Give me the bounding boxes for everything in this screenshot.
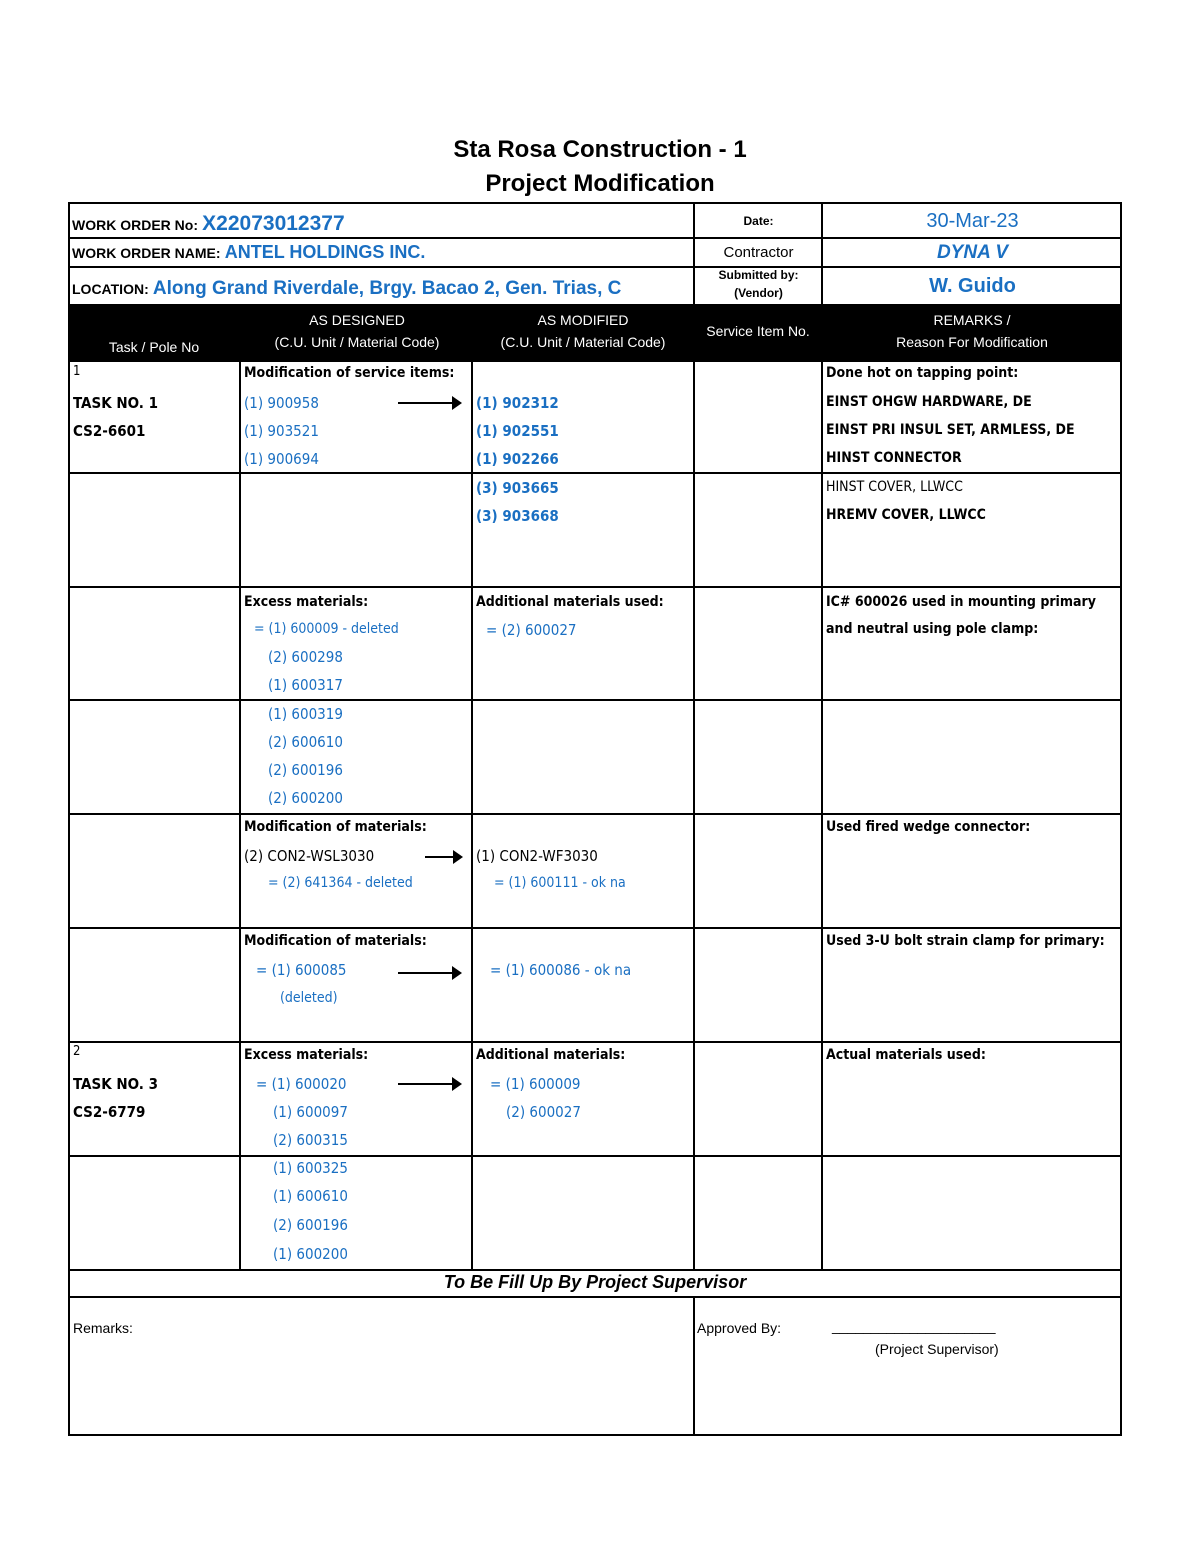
designed-item: (2) 600298 [268,648,343,666]
designed-heading: Modification of materials: [244,933,427,949]
column-header-bar [68,304,1122,362]
work-order-name-value: ANTEL HOLDINGS INC. [224,242,426,262]
designed-item: = (1) 600020 [256,1075,347,1093]
location-label: LOCATION: [72,281,149,297]
remarks-label: Remarks: [73,1320,133,1336]
remarks-line: HREMV COVER, LLWCC [826,507,986,523]
modified-code: = (1) 600086 - ok na [490,961,632,979]
designed-heading: Excess materials: [244,594,369,610]
divider [68,1269,1122,1271]
designed-item: (2) 600196 [273,1216,348,1234]
document-title: Sta Rosa Construction - 1 [453,136,747,163]
remarks-line: IC# 600026 used in mounting primary [826,594,1096,610]
designed-code: = (1) 600085 [256,961,347,979]
remarks-heading: Used fired wedge connector: [826,819,1031,835]
col-service: Service Item No. [706,323,810,339]
designed-note: (deleted) [280,990,338,1006]
divider [239,362,241,1270]
task-number: 1 [73,364,81,379]
modified-code: (1) CON2-WF3030 [476,847,598,865]
date-label: Date: [743,214,774,228]
divider [68,586,1122,588]
col-remarks-sub: Reason For Modification [896,334,1048,350]
designed-item: (1) 600325 [273,1159,348,1177]
arrow-right-icon [398,1083,460,1085]
modified-heading: Additional materials used: [476,594,664,610]
remarks-heading: Actual materials used: [826,1047,986,1063]
divider [68,699,1122,701]
date-value: 30-Mar-23 [926,210,1019,232]
divider [68,1041,1122,1043]
signature-line: _____________________ [832,1318,996,1334]
work-order-no-label: WORK ORDER No: [72,217,198,233]
arrow-right-icon [398,402,460,404]
divider [68,472,1122,474]
modified-item: (2) 600027 [506,1103,581,1121]
work-order-no-field [72,212,345,236]
modified-item: (3) 903668 [476,507,559,525]
designed-item: (1) 600097 [273,1103,348,1121]
supervisor-banner: To Be Fill Up By Project Supervisor [443,1272,747,1292]
col-designed-title: AS DESIGNED [309,312,405,328]
designed-item: (1) 900958 [244,394,319,412]
contractor-value: DYNA V [936,242,1009,263]
task-name: TASK NO. 1 [73,394,159,412]
designed-item: (2) 600200 [268,789,343,807]
divider [821,362,823,1270]
designed-item: (1) 600319 [268,705,343,723]
work-order-name-label: WORK ORDER NAME: [72,245,221,261]
col-modified-title: AS MODIFIED [537,312,629,328]
designed-heading: Modification of service items: [244,365,455,381]
divider [68,1155,1122,1157]
remarks-heading: Done hot on tapping point: [826,365,1019,381]
divider [68,266,1122,268]
modified-item: = (2) 600027 [486,621,577,639]
col-task: Task / Pole No [108,339,200,355]
modified-item: (1) 902266 [476,450,559,468]
arrow-right-icon [398,972,460,974]
designed-heading: Modification of materials: [244,819,427,835]
task-pole: CS2-6779 [73,1103,146,1121]
col-modified-sub: (C.U. Unit / Material Code) [500,334,666,350]
divider [471,362,473,1270]
remarks-line: EINST PRI INSUL SET, ARMLESS, DE [826,422,1075,438]
modified-item: = (1) 600009 [490,1075,581,1093]
location-field [72,278,690,300]
project-supervisor-caption: (Project Supervisor) [875,1341,999,1357]
submitted-by-label-1: Submitted by: [718,268,799,282]
submitted-by-value: W. Guido [929,275,1016,297]
designed-item: = (1) 600009 - deleted [254,621,399,637]
col-designed-sub: (C.U. Unit / Material Code) [274,334,440,350]
submitted-by-label-2: (Vendor) [734,286,783,300]
modified-item: (3) 903665 [476,479,559,497]
remarks-line: HINST COVER, LLWCC [826,479,963,495]
divider [693,362,695,1270]
modified-heading: Additional materials: [476,1047,626,1063]
task-name: TASK NO. 3 [73,1075,159,1093]
designed-item: (1) 903521 [244,422,319,440]
divider [68,237,1122,239]
work-order-name-field [72,242,425,263]
designed-item: (1) 600317 [268,676,343,694]
divider [68,813,1122,815]
remarks-heading: Used 3-U bolt strain clamp for primary: [826,933,1105,949]
modified-item: (1) 902551 [476,422,559,440]
task-number: 2 [73,1044,81,1059]
location-value: Along Grand Riverdale, Brgy. Bacao 2, Gen. Trias, C [152,278,622,299]
remarks-line: and neutral using pole clamp: [826,621,1039,637]
designed-heading: Excess materials: [244,1047,369,1063]
divider [693,202,695,304]
arrow-right-icon [425,856,461,858]
document-subtitle: Project Modification [485,170,715,197]
divider [693,1296,695,1436]
divider [68,1296,1122,1298]
designed-item: (1) 600610 [273,1187,348,1205]
modification-form [68,202,1122,1436]
work-order-no-value: X22073012377 [202,212,345,235]
designed-item: (2) 600196 [268,761,343,779]
remarks-line: HINST CONNECTOR [826,450,962,466]
designed-item: (2) 600610 [268,733,343,751]
divider [68,927,1122,929]
modified-note: = (1) 600111 - ok na [494,875,626,891]
designed-item: (2) 600315 [273,1131,348,1149]
designed-item: (1) 900694 [244,450,319,468]
modified-item: (1) 902312 [476,394,559,412]
task-pole: CS2-6601 [73,422,146,440]
remarks-line: EINST OHGW HARDWARE, DE [826,394,1032,410]
approved-by-label: Approved By: [697,1320,782,1336]
contractor-label: Contractor [723,244,794,261]
designed-code: (2) CON2-WSL3030 [244,847,375,865]
designed-note: = (2) 641364 - deleted [268,875,413,891]
designed-item: (1) 600200 [273,1245,348,1263]
col-remarks-title: REMARKS / [933,312,1011,328]
